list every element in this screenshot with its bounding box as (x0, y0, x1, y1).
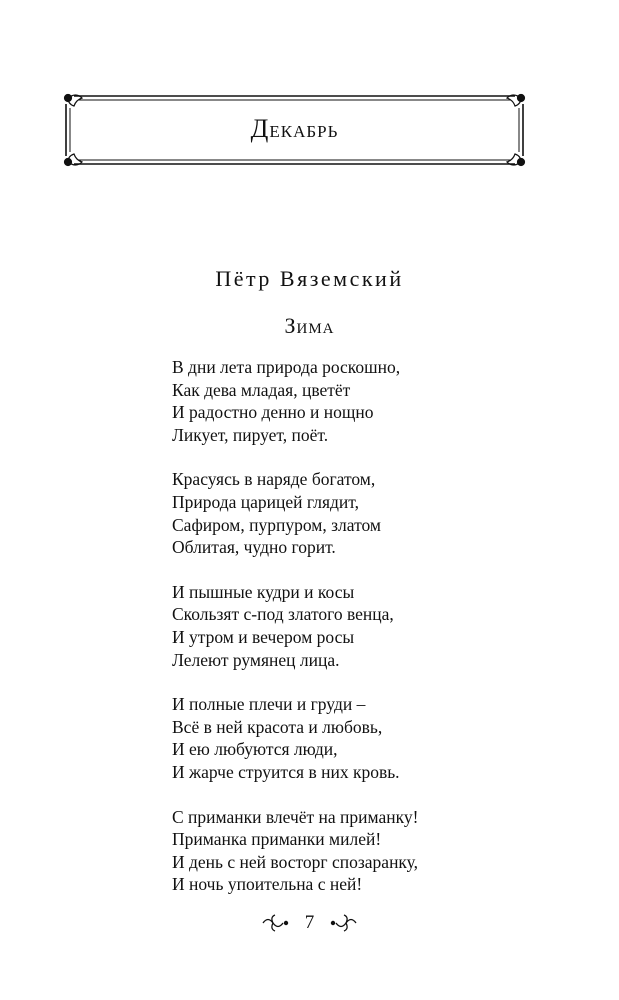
poem-body (172, 356, 532, 918)
poem-line: И ею любуются люди, (172, 739, 338, 760)
poem-line: Лелеют румянец лица. (172, 649, 340, 670)
poem-line: Сафиром, пурпуром, златом (172, 514, 381, 535)
chapter-title-rest: екабрь (269, 117, 339, 143)
poem-line: Ликует, пирует, поёт. (172, 424, 329, 445)
chapter-title (60, 114, 529, 144)
poem-line: И полные плечи и груди – (172, 694, 366, 715)
poem-line: И утром и вечером росы (172, 626, 355, 647)
poem-line: Как дева младая, цветёт (172, 379, 351, 400)
stanza (172, 581, 532, 671)
page-number: 7 (304, 912, 315, 933)
flourish-right-icon (328, 913, 358, 933)
chapter-title-initial: Д (250, 114, 270, 143)
chapter-header-frame (60, 90, 529, 170)
poem-line: С приманки влечёт на приманку! (172, 806, 419, 827)
poem-line: Скользят с-под златого венца, (172, 604, 394, 625)
poem-line: В дни лета природа роскошно, (172, 357, 401, 377)
poem-line: И радостно денно и нощно (172, 402, 374, 423)
stanza (172, 356, 532, 446)
poem-line: Облитая, чудно горит. (172, 537, 336, 558)
poem-line: Приманка приманки милей! (172, 829, 382, 850)
page-footer (0, 908, 619, 938)
stanza (172, 806, 532, 896)
poem-line: И день с ней восторг спозаранку, (172, 851, 419, 872)
poem-title: Зима (284, 313, 335, 338)
flourish-left-icon (261, 913, 291, 933)
poem-line: Красуясь в наряде богатом, (172, 469, 376, 490)
poem-line: И пышные кудри и косы (172, 581, 355, 602)
stanza (172, 468, 532, 558)
poem-line: И жарче струится в них кровь. (172, 761, 400, 782)
poem-line: Природа царицей глядит, (172, 491, 359, 512)
stanza (172, 693, 532, 783)
author-name: Пётр Вяземский (215, 266, 404, 291)
poem-line: Всё в ней красота и любовь, (172, 716, 383, 737)
poem-line: И ночь упоительна с ней! (172, 874, 363, 895)
